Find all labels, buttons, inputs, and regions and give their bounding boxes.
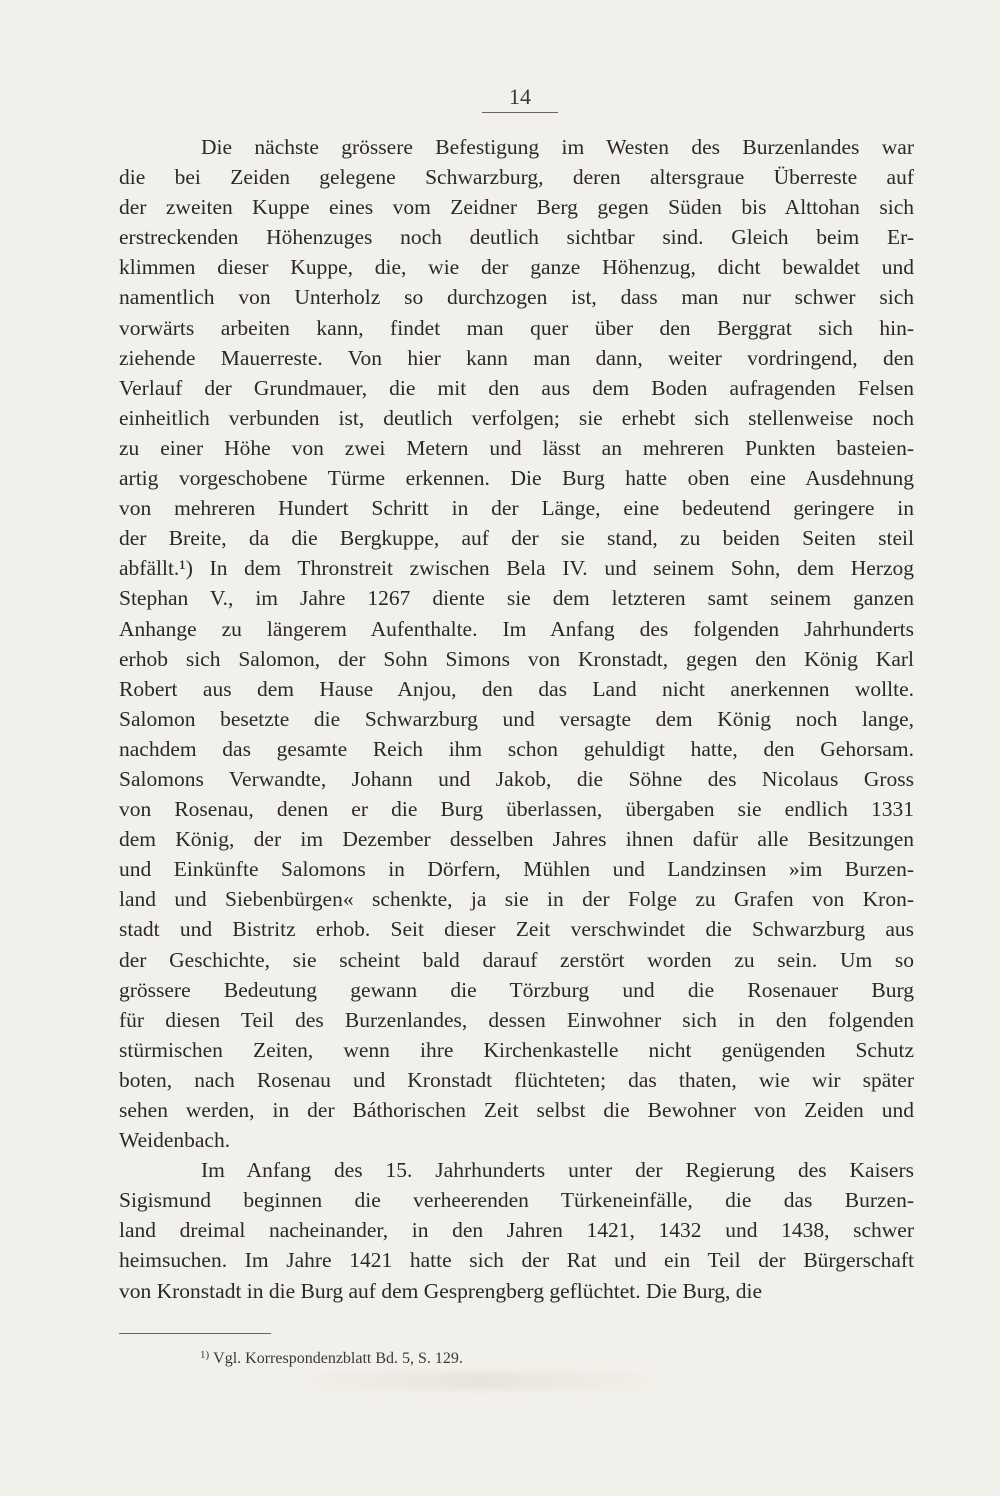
text-line: heimsuchen. Im Jahre 1421 hatte sich der Rat und ein Teil der Bürgerschaft — [119, 1248, 914, 1273]
text-line: grössere Bedeutung gewann die Törzburg und die Rosenauer Burg — [119, 977, 914, 1002]
text-line: boten, nach Rosenau und Kronstadt flüchteten; das thaten, wie wir später — [119, 1067, 914, 1092]
text-line: erhob sich Salomon, der Sohn Simons von Kronstadt, gegen den König Karl — [119, 646, 914, 671]
text-line: die bei Zeiden gelegene Schwarzburg, deren altersgraue Überreste auf — [119, 165, 914, 190]
text-line: land und Siebenbürgen« schenkte, ja sie in der Folge zu Grafen von Kron- — [119, 887, 914, 912]
paragraph — [119, 1155, 914, 1305]
text-line: klimmen dieser Kuppe, die, wie der ganze Höhenzug, dicht bewaldet und — [119, 255, 914, 280]
text-line: der Breite, da die Bergkuppe, auf der sie stand, zu beiden Seiten steil — [119, 526, 914, 551]
text-line: land dreimal nacheinander, in den Jahren 1421, 1432 und 1438, schwer — [119, 1218, 914, 1243]
paragraph — [119, 132, 914, 1155]
text-line: nachdem das gesamte Reich ihm schon gehuldigt hatte, den Gehorsam. — [119, 736, 914, 761]
footnote — [200, 1344, 463, 1370]
text-line: von Kronstadt in die Burg auf dem Gesprengberg geflüchtet. Die Burg, die — [119, 1278, 763, 1303]
text-line: Anhange zu längerem Aufenthalte. Im Anfang des folgenden Jahrhunderts — [119, 616, 914, 641]
text-line: Weidenbach. — [119, 1128, 231, 1153]
text-line: namentlich von Unterholz so durchzogen ist, dass man nur schwer sich — [119, 285, 914, 310]
text-line: Im Anfang des 15. Jahrhunderts unter der Regierung des Kaisers — [201, 1158, 914, 1183]
text-line: erstreckenden Höhenzuges noch deutlich sichtbar sind. Gleich beim Er- — [119, 225, 914, 250]
text-line: und Einkünfte Salomons in Dörfern, Mühlen und Landzinsen »im Burzen- — [119, 857, 914, 882]
text-line: Die nächste grössere Befestigung im Westen des Burzenlandes war — [201, 135, 914, 159]
footnote-mark: 1) — [200, 1349, 210, 1361]
text-line: von Rosenau, denen er die Burg überlassen, übergaben sie endlich 1331 — [119, 797, 914, 822]
text-line: Salomon besetzte die Schwarzburg und versagte dem König noch lange, — [119, 706, 914, 731]
page-number-rule — [482, 112, 558, 113]
text-line: vorwärts arbeiten kann, findet man quer über den Berggrat sich hin- — [119, 315, 914, 340]
page-number: 14 — [509, 84, 531, 109]
text-line: stürmischen Zeiten, wenn ihre Kirchenkastelle nicht genügenden Schutz — [119, 1037, 914, 1062]
text-line: dem König, der im Dezember desselben Jahres ihnen dafür alle Besitzungen — [119, 827, 914, 852]
footnote-divider — [119, 1333, 271, 1334]
text-line: ziehende Mauerreste. Von hier kann man dann, weiter vordringend, den — [119, 345, 914, 370]
footnote-text: Vgl. Korrespondenzblatt Bd. 5, S. 129. — [213, 1350, 463, 1367]
text-line: abfällt.¹) In dem Thronstreit zwischen Bela IV. und seinem Sohn, dem Herzog — [119, 556, 914, 581]
text-line: Verlauf der Grundmauer, die mit den aus dem Boden aufragenden Felsen — [119, 375, 914, 400]
text-line: Salomons Verwandte, Johann und Jakob, die Söhne des Nicolaus Gross — [119, 766, 914, 791]
text-line: der Geschichte, sie scheint bald darauf zerstört worden zu sein. Um so — [119, 947, 914, 972]
text-line: der zweiten Kuppe eines vom Zeidner Berg gegen Süden bis Alttohan sich — [119, 195, 914, 220]
text-line: von mehreren Hundert Schritt in der Länge, eine bedeutend geringere in — [119, 496, 914, 521]
text-line: Sigismund beginnen die verheerenden Türkeneinfälle, die das Burzen- — [119, 1188, 914, 1213]
body-text — [119, 132, 914, 1306]
text-line: stadt und Bistritz erhob. Seit dieser Zeit verschwindet die Schwarzburg aus — [119, 917, 914, 942]
bleed-through-smudge — [300, 1372, 660, 1390]
text-line: einheitlich verbunden ist, deutlich verfolgen; sie erhebt sich stellenweise noch — [119, 405, 914, 430]
text-line: für diesen Teil des Burzenlandes, dessen Einwohner sich in den folgenden — [119, 1007, 914, 1032]
text-line: zu einer Höhe von zwei Metern und lässt an mehreren Punkten basteien- — [119, 435, 914, 460]
text-line: Robert aus dem Hause Anjou, den das Land nicht anerkennen wollte. — [119, 676, 914, 701]
text-line: artig vorgeschobene Türme erkennen. Die Burg hatte oben eine Ausdehnung — [119, 466, 914, 491]
text-line: sehen werden, in der Báthorischen Zeit selbst die Bewohner von Zeiden und — [119, 1098, 914, 1122]
text-line: Stephan V., im Jahre 1267 diente sie dem letzteren samt seinem ganzen — [119, 586, 914, 611]
